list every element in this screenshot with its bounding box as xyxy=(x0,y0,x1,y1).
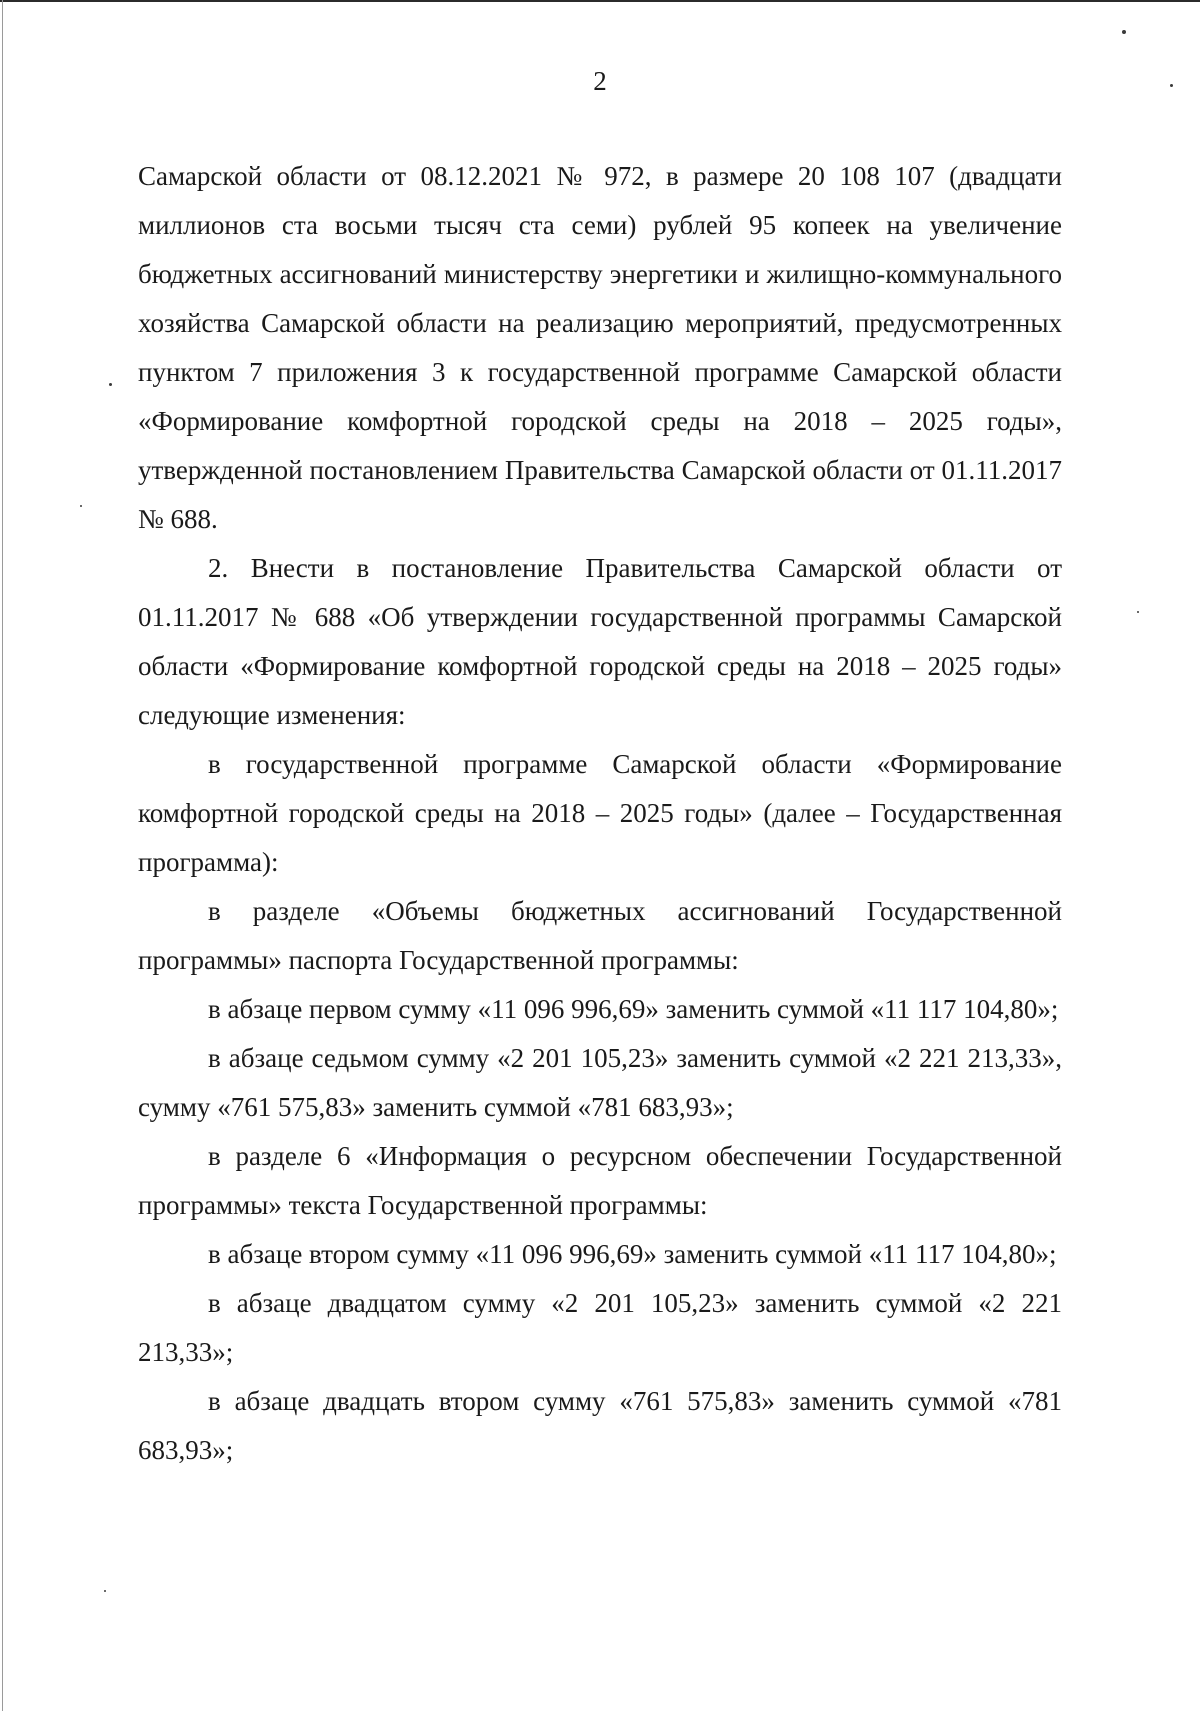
paragraph-section-6-par-22: в абзаце двадцать втором сумму «761 575,83» заменить суммой «781 683,93»; xyxy=(138,1386,1062,1465)
paragraph-item-2: 2. Внести в постановление Правительства Самарской области от 01.11.2017 № 688 «Об утверждении государственной программы Самарской области «Формирование комфортной городской среды на 2018 – 2025 годы» следующие изменения: xyxy=(138,553,1062,730)
paragraph-passport-par-7: в абзаце седьмом сумму «2 201 105,23» заменить суммой «2 221 213,33», сумму «761 575,83» заменить суммой «781 683,93»; xyxy=(138,1043,1062,1122)
scan-left-edge xyxy=(2,0,3,1711)
paragraph-continuation: Самарской области от 08.12.2021 № 972, в размере 20 108 107 (двадцати миллионов ста восьми тысяч ста семи) рублей 95 копеек на увеличение бюджетных ассигнований министерству энергетики и жилищно-коммунального хозяйства Самарской области на реализацию мероприятий, предусмотренных пунктом 7 приложения 3 к государственной программе Самарской области «Формирование комфортной городской среды на 2018 – 2025 годы», утвержденной постановлением Правительства Самарской области от 01.11.2017 № 688. xyxy=(138,161,1062,534)
scan-top-edge xyxy=(0,0,1200,2)
paragraph-section-6: в разделе 6 «Информация о ресурсном обеспечении Государственной программы» текста Государственной программы: xyxy=(138,1141,1062,1220)
paragraph-passport-section: в разделе «Объемы бюджетных ассигнований Государственной программы» паспорта Государственной программы: xyxy=(138,896,1062,975)
scan-speck xyxy=(1137,611,1139,613)
paragraph-section-6-par-20: в абзаце двадцатом сумму «2 201 105,23» заменить суммой «2 221 213,33»; xyxy=(138,1288,1062,1367)
paragraph-section-6-par-2: в абзаце втором сумму «11 096 996,69» заменить суммой «11 117 104,80»; xyxy=(208,1239,1057,1269)
scan-speck xyxy=(109,383,112,386)
document-body xyxy=(138,152,1062,1475)
scan-speck xyxy=(104,1590,106,1592)
scan-speck xyxy=(1122,30,1126,34)
page-number: 2 xyxy=(593,66,607,96)
scan-speck xyxy=(80,505,82,507)
paragraph-program-intro: в государственной программе Самарской области «Формирование комфортной городской среды на 2018 – 2025 годы» (далее – Государственная программа): xyxy=(138,749,1062,877)
paragraph-passport-par-1: в абзаце первом сумму «11 096 996,69» заменить суммой «11 117 104,80»; xyxy=(208,994,1059,1024)
